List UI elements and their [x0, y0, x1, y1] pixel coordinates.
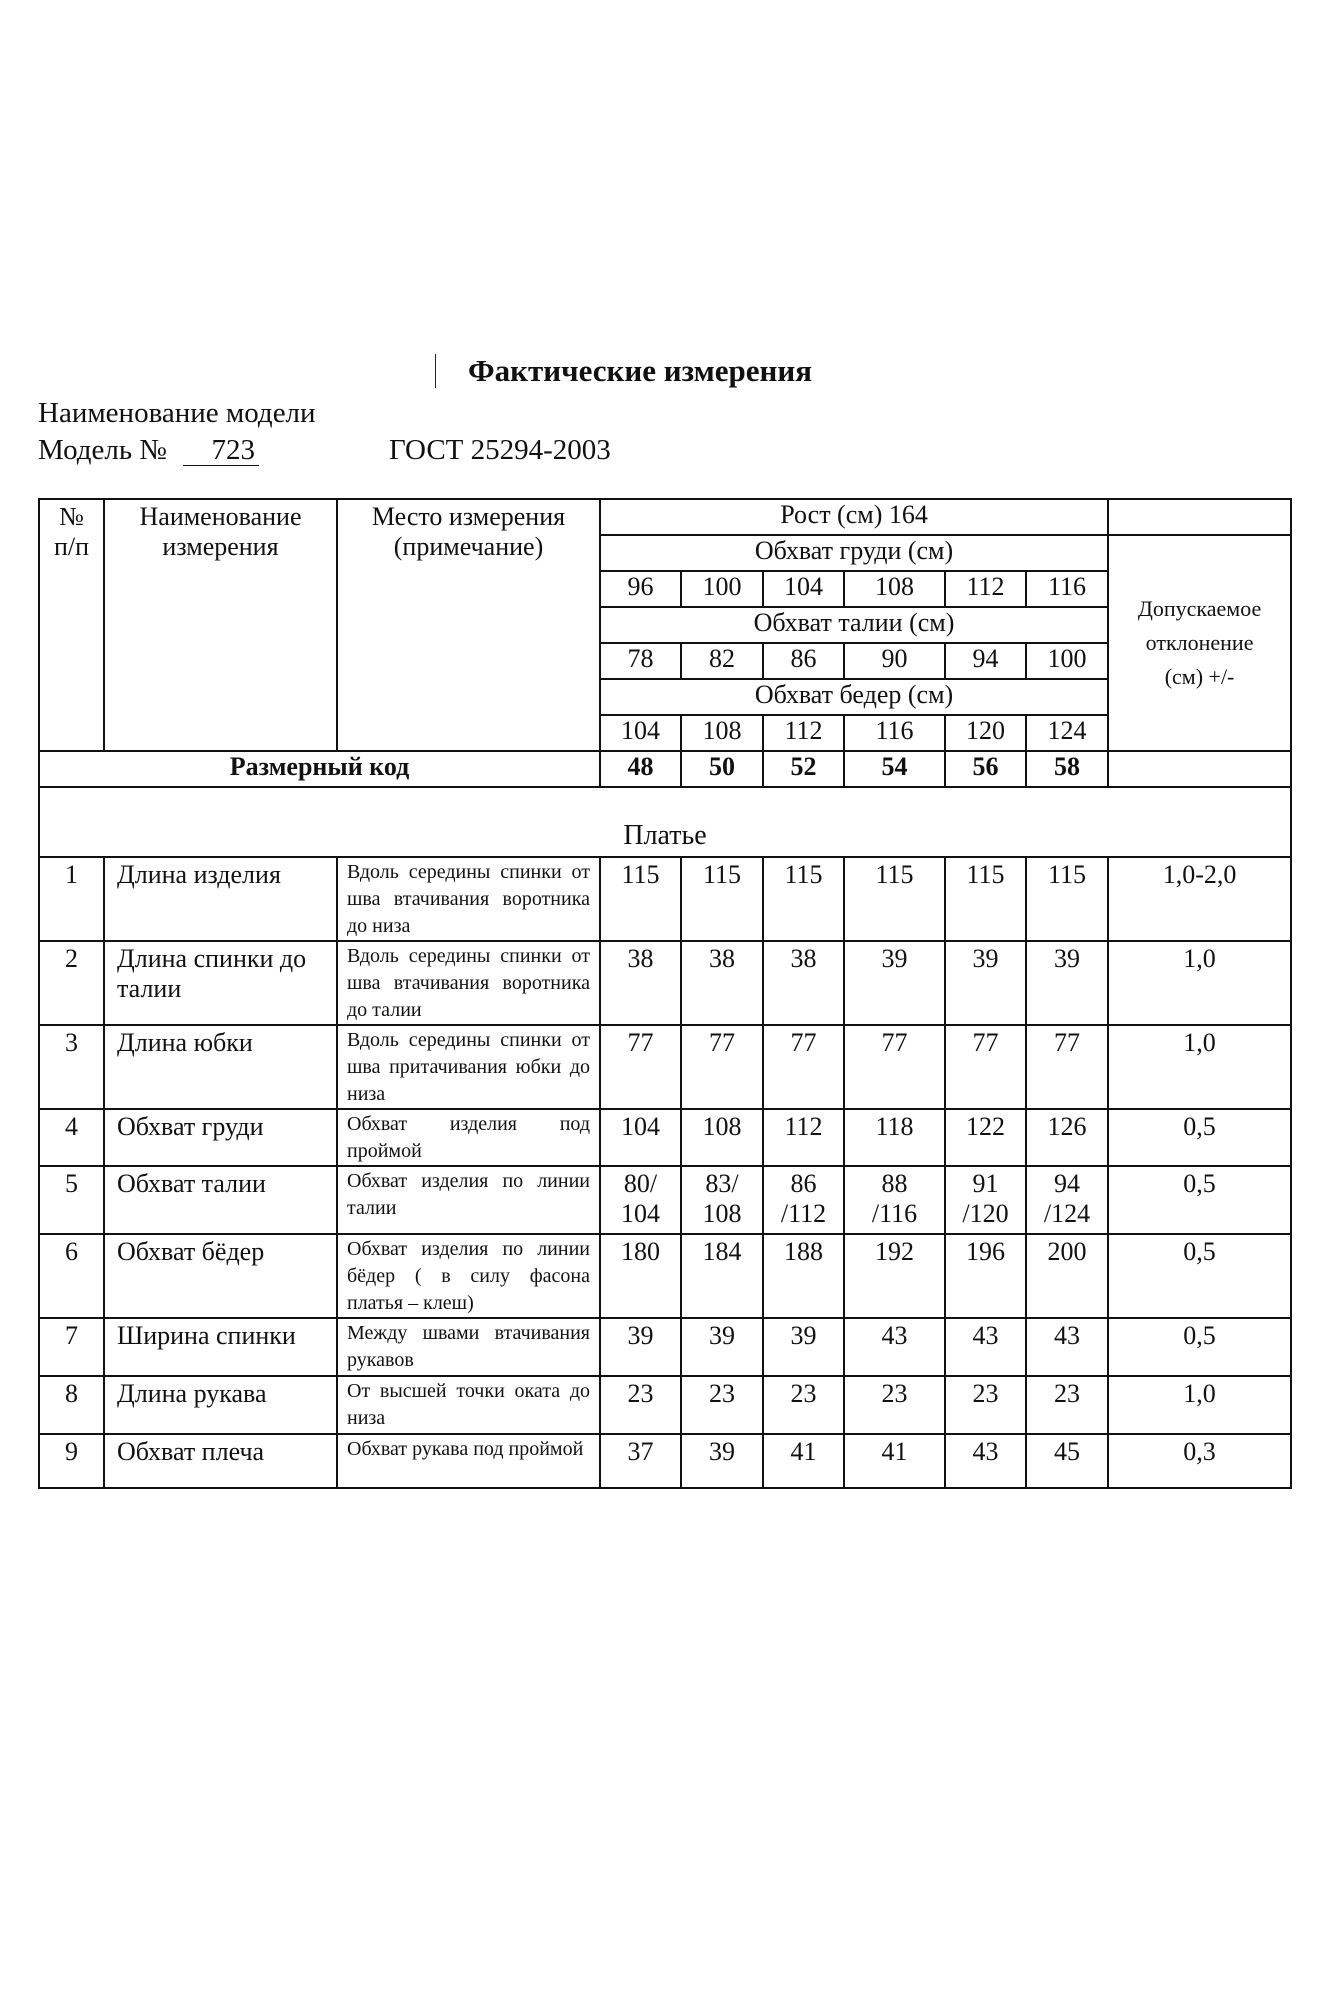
size-code-label: Размерный код	[39, 751, 600, 787]
row-number: 8	[39, 1376, 104, 1434]
row-number: 9	[39, 1434, 104, 1488]
value-cell: 77	[1026, 1025, 1108, 1109]
value-cell: 39	[763, 1318, 844, 1376]
hips-value: 112	[763, 715, 844, 751]
col-place-header: Место измерения (примечание)	[337, 499, 600, 751]
value-cell: 86 /112	[763, 1166, 844, 1234]
size-code: 58	[1026, 751, 1108, 787]
value-cell: 77	[844, 1025, 945, 1109]
waist-value: 78	[600, 643, 681, 679]
measurement-name: Обхват бёдер	[104, 1234, 337, 1318]
value-cell: 77	[763, 1025, 844, 1109]
value-cell: 115	[945, 857, 1026, 941]
value-cell: 118	[844, 1109, 945, 1166]
measurement-place: Между швами втачивания рукавов	[337, 1318, 600, 1376]
model-name-line	[38, 397, 316, 430]
value-cell: 108	[681, 1109, 763, 1166]
value-cell: 39	[681, 1434, 763, 1488]
value-cell: 23	[600, 1376, 681, 1434]
measurement-place: Вдоль середины спинки от шва втачивания воротника до талии	[337, 941, 600, 1025]
header-row-height	[39, 499, 1291, 535]
waist-value: 90	[844, 643, 945, 679]
value-cell: 112	[763, 1109, 844, 1166]
table-row	[39, 1166, 1291, 1234]
tolerance-value: 0,3	[1108, 1434, 1291, 1488]
value-cell: 104	[600, 1109, 681, 1166]
tolerance-value: 1,0-2,0	[1108, 857, 1291, 941]
value-cell: 77	[945, 1025, 1026, 1109]
row-number: 4	[39, 1109, 104, 1166]
gost-standard: ГОСТ 25294-2003	[388, 434, 611, 466]
measurement-name: Длина юбки	[104, 1025, 337, 1109]
chest-value: 116	[1026, 571, 1108, 607]
empty-cell	[1108, 751, 1291, 787]
value-cell: 126	[1026, 1109, 1108, 1166]
value-cell: 23	[844, 1376, 945, 1434]
tolerance-value: 0,5	[1108, 1234, 1291, 1318]
table-row	[39, 941, 1291, 1025]
value-cell: 192	[844, 1234, 945, 1318]
col-num-header: № п/п	[39, 499, 104, 751]
value-cell: 38	[600, 941, 681, 1025]
tolerance-value: 1,0	[1108, 1376, 1291, 1434]
measurements-table	[38, 498, 1292, 1489]
page-title: Фактические измерения	[468, 353, 812, 388]
value-cell: 200	[1026, 1234, 1108, 1318]
value-cell: 184	[681, 1234, 763, 1318]
value-cell: 39	[600, 1318, 681, 1376]
size-code-row	[39, 751, 1291, 787]
value-cell: 41	[844, 1434, 945, 1488]
chest-value: 96	[600, 571, 681, 607]
section-title: Платье	[39, 787, 1291, 857]
col-name-header: Наименование измерения	[104, 499, 337, 751]
row-number: 7	[39, 1318, 104, 1376]
model-number-line	[38, 434, 611, 467]
value-cell: 80/ 104	[600, 1166, 681, 1234]
hips-label: Обхват бедер (см)	[600, 679, 1108, 715]
value-cell: 83/ 108	[681, 1166, 763, 1234]
size-code: 56	[945, 751, 1026, 787]
value-cell: 180	[600, 1234, 681, 1318]
model-name-label: Наименование модели	[38, 397, 316, 429]
section-row	[39, 787, 1291, 857]
value-cell: 196	[945, 1234, 1026, 1318]
tolerance-value: 0,5	[1108, 1318, 1291, 1376]
waist-value: 82	[681, 643, 763, 679]
measurement-place: Обхват изделия по линии талии	[337, 1166, 600, 1234]
tolerance-header: Допускаемое отклонение (см) +/-	[1108, 535, 1291, 751]
table-row	[39, 1318, 1291, 1376]
chest-label: Обхват груди (см)	[600, 535, 1108, 571]
size-code: 54	[844, 751, 945, 787]
hips-value: 108	[681, 715, 763, 751]
tolerance-value: 0,5	[1108, 1109, 1291, 1166]
measurement-place: Обхват изделия по линии бёдер ( в силу фасона платья – клеш)	[337, 1234, 600, 1318]
value-cell: 37	[600, 1434, 681, 1488]
value-cell: 115	[763, 857, 844, 941]
waist-value: 100	[1026, 643, 1108, 679]
value-cell: 188	[763, 1234, 844, 1318]
value-cell: 77	[600, 1025, 681, 1109]
row-number: 2	[39, 941, 104, 1025]
value-cell: 77	[681, 1025, 763, 1109]
measurement-place: Вдоль середины спинки от шва втачивания воротника до низа	[337, 857, 600, 941]
measurement-place: Вдоль середины спинки от шва притачивания юбки до низа	[337, 1025, 600, 1109]
table-row	[39, 857, 1291, 941]
value-cell: 43	[1026, 1318, 1108, 1376]
waist-label: Обхват талии (см)	[600, 607, 1108, 643]
size-code: 50	[681, 751, 763, 787]
value-cell: 39	[844, 941, 945, 1025]
value-cell: 115	[1026, 857, 1108, 941]
chest-value: 112	[945, 571, 1026, 607]
measurement-name: Обхват талии	[104, 1166, 337, 1234]
chest-value: 104	[763, 571, 844, 607]
value-cell: 43	[945, 1318, 1026, 1376]
waist-value: 86	[763, 643, 844, 679]
row-number: 1	[39, 857, 104, 941]
value-cell: 23	[681, 1376, 763, 1434]
chest-value: 100	[681, 571, 763, 607]
value-cell: 23	[945, 1376, 1026, 1434]
tolerance-value: 1,0	[1108, 941, 1291, 1025]
hips-value: 104	[600, 715, 681, 751]
value-cell: 122	[945, 1109, 1026, 1166]
chest-value: 108	[844, 571, 945, 607]
measurement-name: Ширина спинки	[104, 1318, 337, 1376]
value-cell: 39	[1026, 941, 1108, 1025]
value-cell: 45	[1026, 1434, 1108, 1488]
table-row	[39, 1376, 1291, 1434]
measurement-place: Обхват изделия под проймой	[337, 1109, 600, 1166]
value-cell: 91 /120	[945, 1166, 1026, 1234]
value-cell: 115	[681, 857, 763, 941]
hips-value: 116	[844, 715, 945, 751]
size-code: 48	[600, 751, 681, 787]
value-cell: 23	[763, 1376, 844, 1434]
model-number-label: Модель №	[38, 434, 167, 466]
value-cell: 23	[1026, 1376, 1108, 1434]
value-cell: 39	[681, 1318, 763, 1376]
measurement-name: Обхват груди	[104, 1109, 337, 1166]
value-cell: 38	[681, 941, 763, 1025]
hips-value: 120	[945, 715, 1026, 751]
value-cell: 41	[763, 1434, 844, 1488]
measurement-place: Обхват рукава под проймой	[337, 1434, 600, 1488]
size-code: 52	[763, 751, 844, 787]
measurement-name: Длина изделия	[104, 857, 337, 941]
tolerance-value: 0,5	[1108, 1166, 1291, 1234]
measurement-name: Длина рукава	[104, 1376, 337, 1434]
value-cell: 38	[763, 941, 844, 1025]
empty-corner-cell	[1108, 499, 1291, 535]
measurement-name: Длина спинки до талии	[104, 941, 337, 1025]
height-label: Рост (см) 164	[600, 499, 1108, 535]
table-row	[39, 1434, 1291, 1488]
value-cell: 39	[945, 941, 1026, 1025]
value-cell: 115	[844, 857, 945, 941]
value-cell: 94 /124	[1026, 1166, 1108, 1234]
table-row	[39, 1025, 1291, 1109]
row-number: 6	[39, 1234, 104, 1318]
measurement-name: Обхват плеча	[104, 1434, 337, 1488]
value-cell: 115	[600, 857, 681, 941]
tolerance-value: 1,0	[1108, 1025, 1291, 1109]
table-row	[39, 1234, 1291, 1318]
hips-value: 124	[1026, 715, 1108, 751]
table-row	[39, 1109, 1291, 1166]
row-number: 3	[39, 1025, 104, 1109]
measurement-place: От высшей точки оката до низа	[337, 1376, 600, 1434]
value-cell: 43	[945, 1434, 1026, 1488]
model-number: 723	[183, 435, 259, 466]
value-cell: 88 /116	[844, 1166, 945, 1234]
value-cell: 43	[844, 1318, 945, 1376]
waist-value: 94	[945, 643, 1026, 679]
row-number: 5	[39, 1166, 104, 1234]
